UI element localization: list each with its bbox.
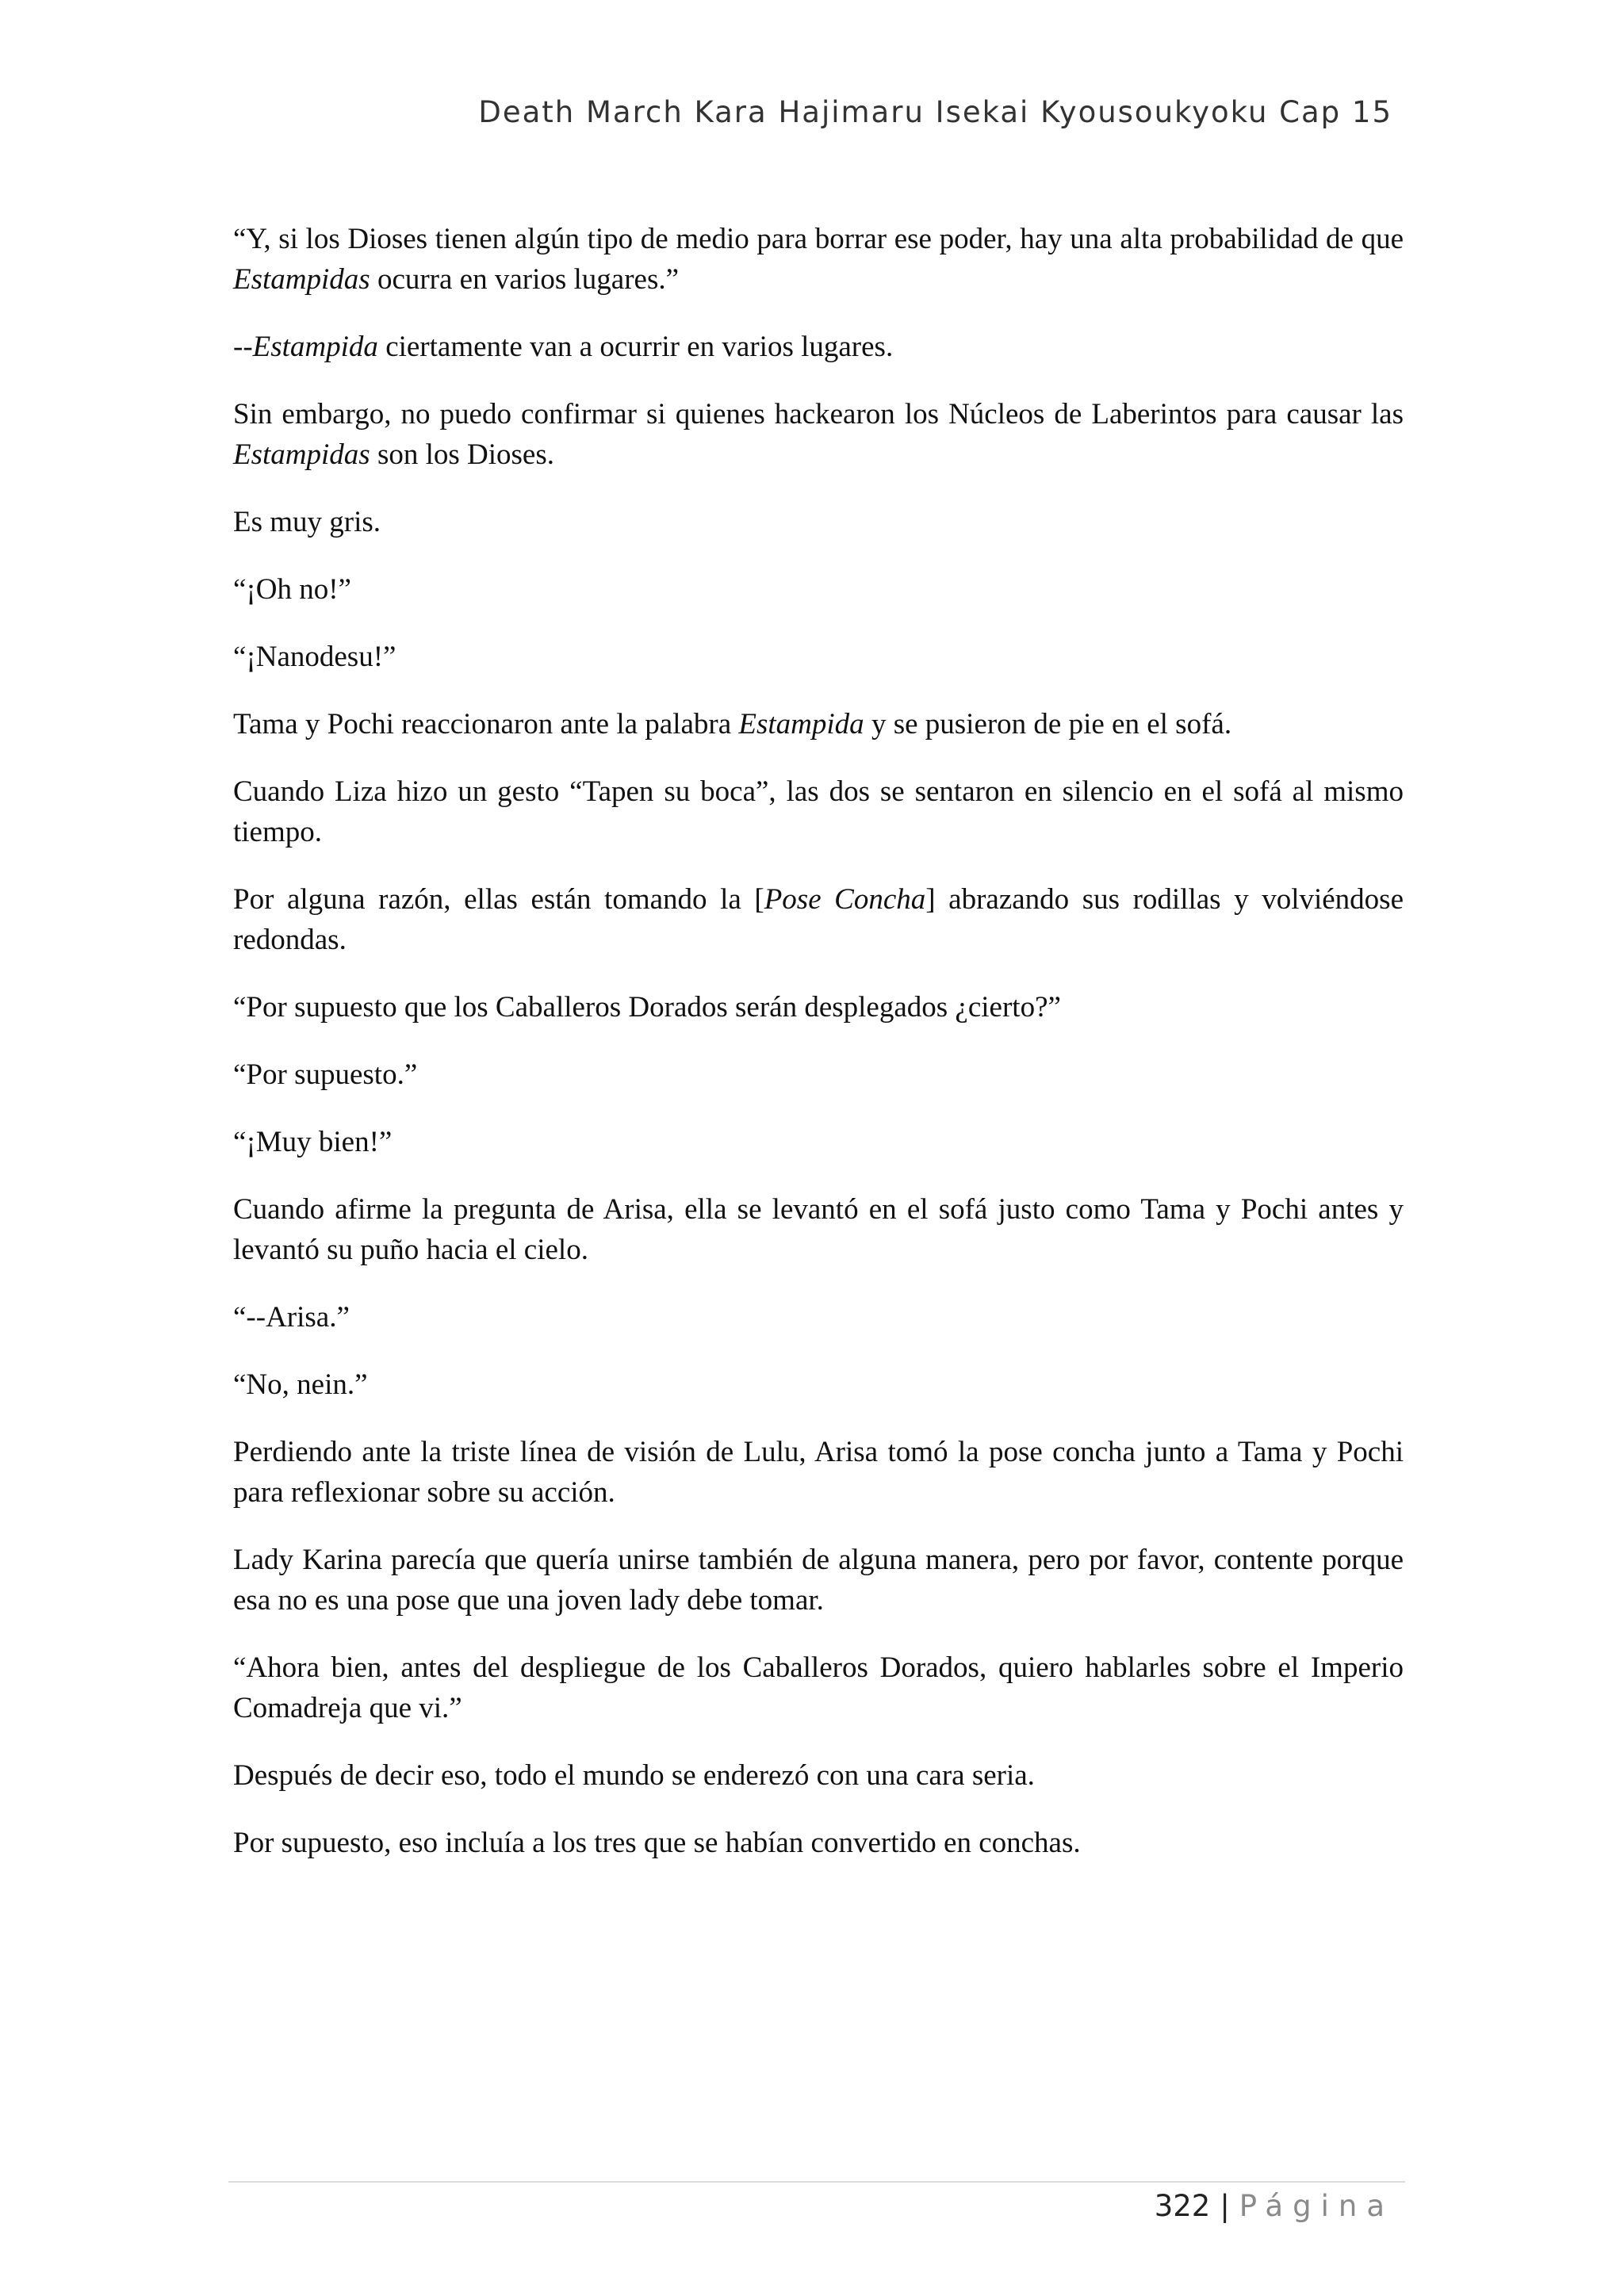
paragraph: Cuando Liza hizo un gesto “Tapen su boca”, las dos se sentaron en silencio en el sofá al mismo tiempo.	[233, 775, 1404, 848]
paragraph: Después de decir eso, todo el mundo se enderezó con una cara seria.	[233, 1759, 1035, 1792]
paragraph: Cuando afirme la pregunta de Arisa, ella se levantó en el sofá justo como Tama y Pochi antes y levantó su puño hacia el cielo.	[233, 1193, 1404, 1266]
footer-divider	[228, 2181, 1405, 2183]
paragraph: Es muy gris.	[233, 506, 381, 538]
paragraph: --Estampida ciertamente van a ocurrir en varios lugares.	[233, 331, 894, 363]
paragraph: “Por supuesto.”	[233, 1058, 418, 1091]
paragraph: “¡Oh no!”	[233, 573, 351, 606]
footer-separator: |	[1220, 2189, 1230, 2223]
paragraph: Lady Karina parecía que quería unirse también de alguna manera, pero por favor, contente porque esa no es una pose que una joven lady debe tomar.	[233, 1544, 1404, 1617]
paragraph: “Y, si los Dioses tienen algún tipo de medio para borrar ese poder, hay una alta probabilidad de que Estampidas ocurra en varios lugares.”	[233, 223, 1404, 296]
paragraph: Por supuesto, eso incluía a los tres que se habían convertido en conchas.	[233, 1827, 1081, 1859]
paragraph: Sin embargo, no puedo confirmar si quienes hackearon los Núcleos de Laberintos para causar las Estampidas son los Dioses.	[233, 398, 1404, 471]
paragraph: “Ahora bien, antes del despliegue de los Caballeros Dorados, quiero hablarles sobre el Imperio Comadreja que vi.”	[233, 1651, 1404, 1724]
page-number: 322	[1154, 2189, 1211, 2223]
paragraph: Tama y Pochi reaccionaron ante la palabra Estampida y se pusieron de pie en el sofá.	[233, 708, 1232, 740]
page-footer	[1155, 2189, 1394, 2223]
paragraph: Perdiendo ante la triste línea de visión de Lulu, Arisa tomó la pose concha junto a Tama y Pochi para reflexionar sobre su acción.	[233, 1436, 1404, 1509]
page-label: Página	[1239, 2189, 1394, 2223]
running-header: Death March Kara Hajimaru Isekai Kyousoukyoku Cap 15	[478, 95, 1392, 129]
paragraph: “¡Nanodesu!”	[233, 641, 396, 673]
body-text	[233, 219, 1404, 1890]
paragraph: “¡Muy bien!”	[233, 1126, 393, 1158]
paragraph: “--Arisa.”	[233, 1301, 350, 1334]
paragraph: Por alguna razón, ellas están tomando la [Pose Concha] abrazando sus rodillas y volviéndose redondas.	[233, 883, 1404, 956]
paragraph: “No, nein.”	[233, 1368, 368, 1401]
paragraph: “Por supuesto que los Caballeros Dorados serán desplegados ¿cierto?”	[233, 991, 1061, 1024]
